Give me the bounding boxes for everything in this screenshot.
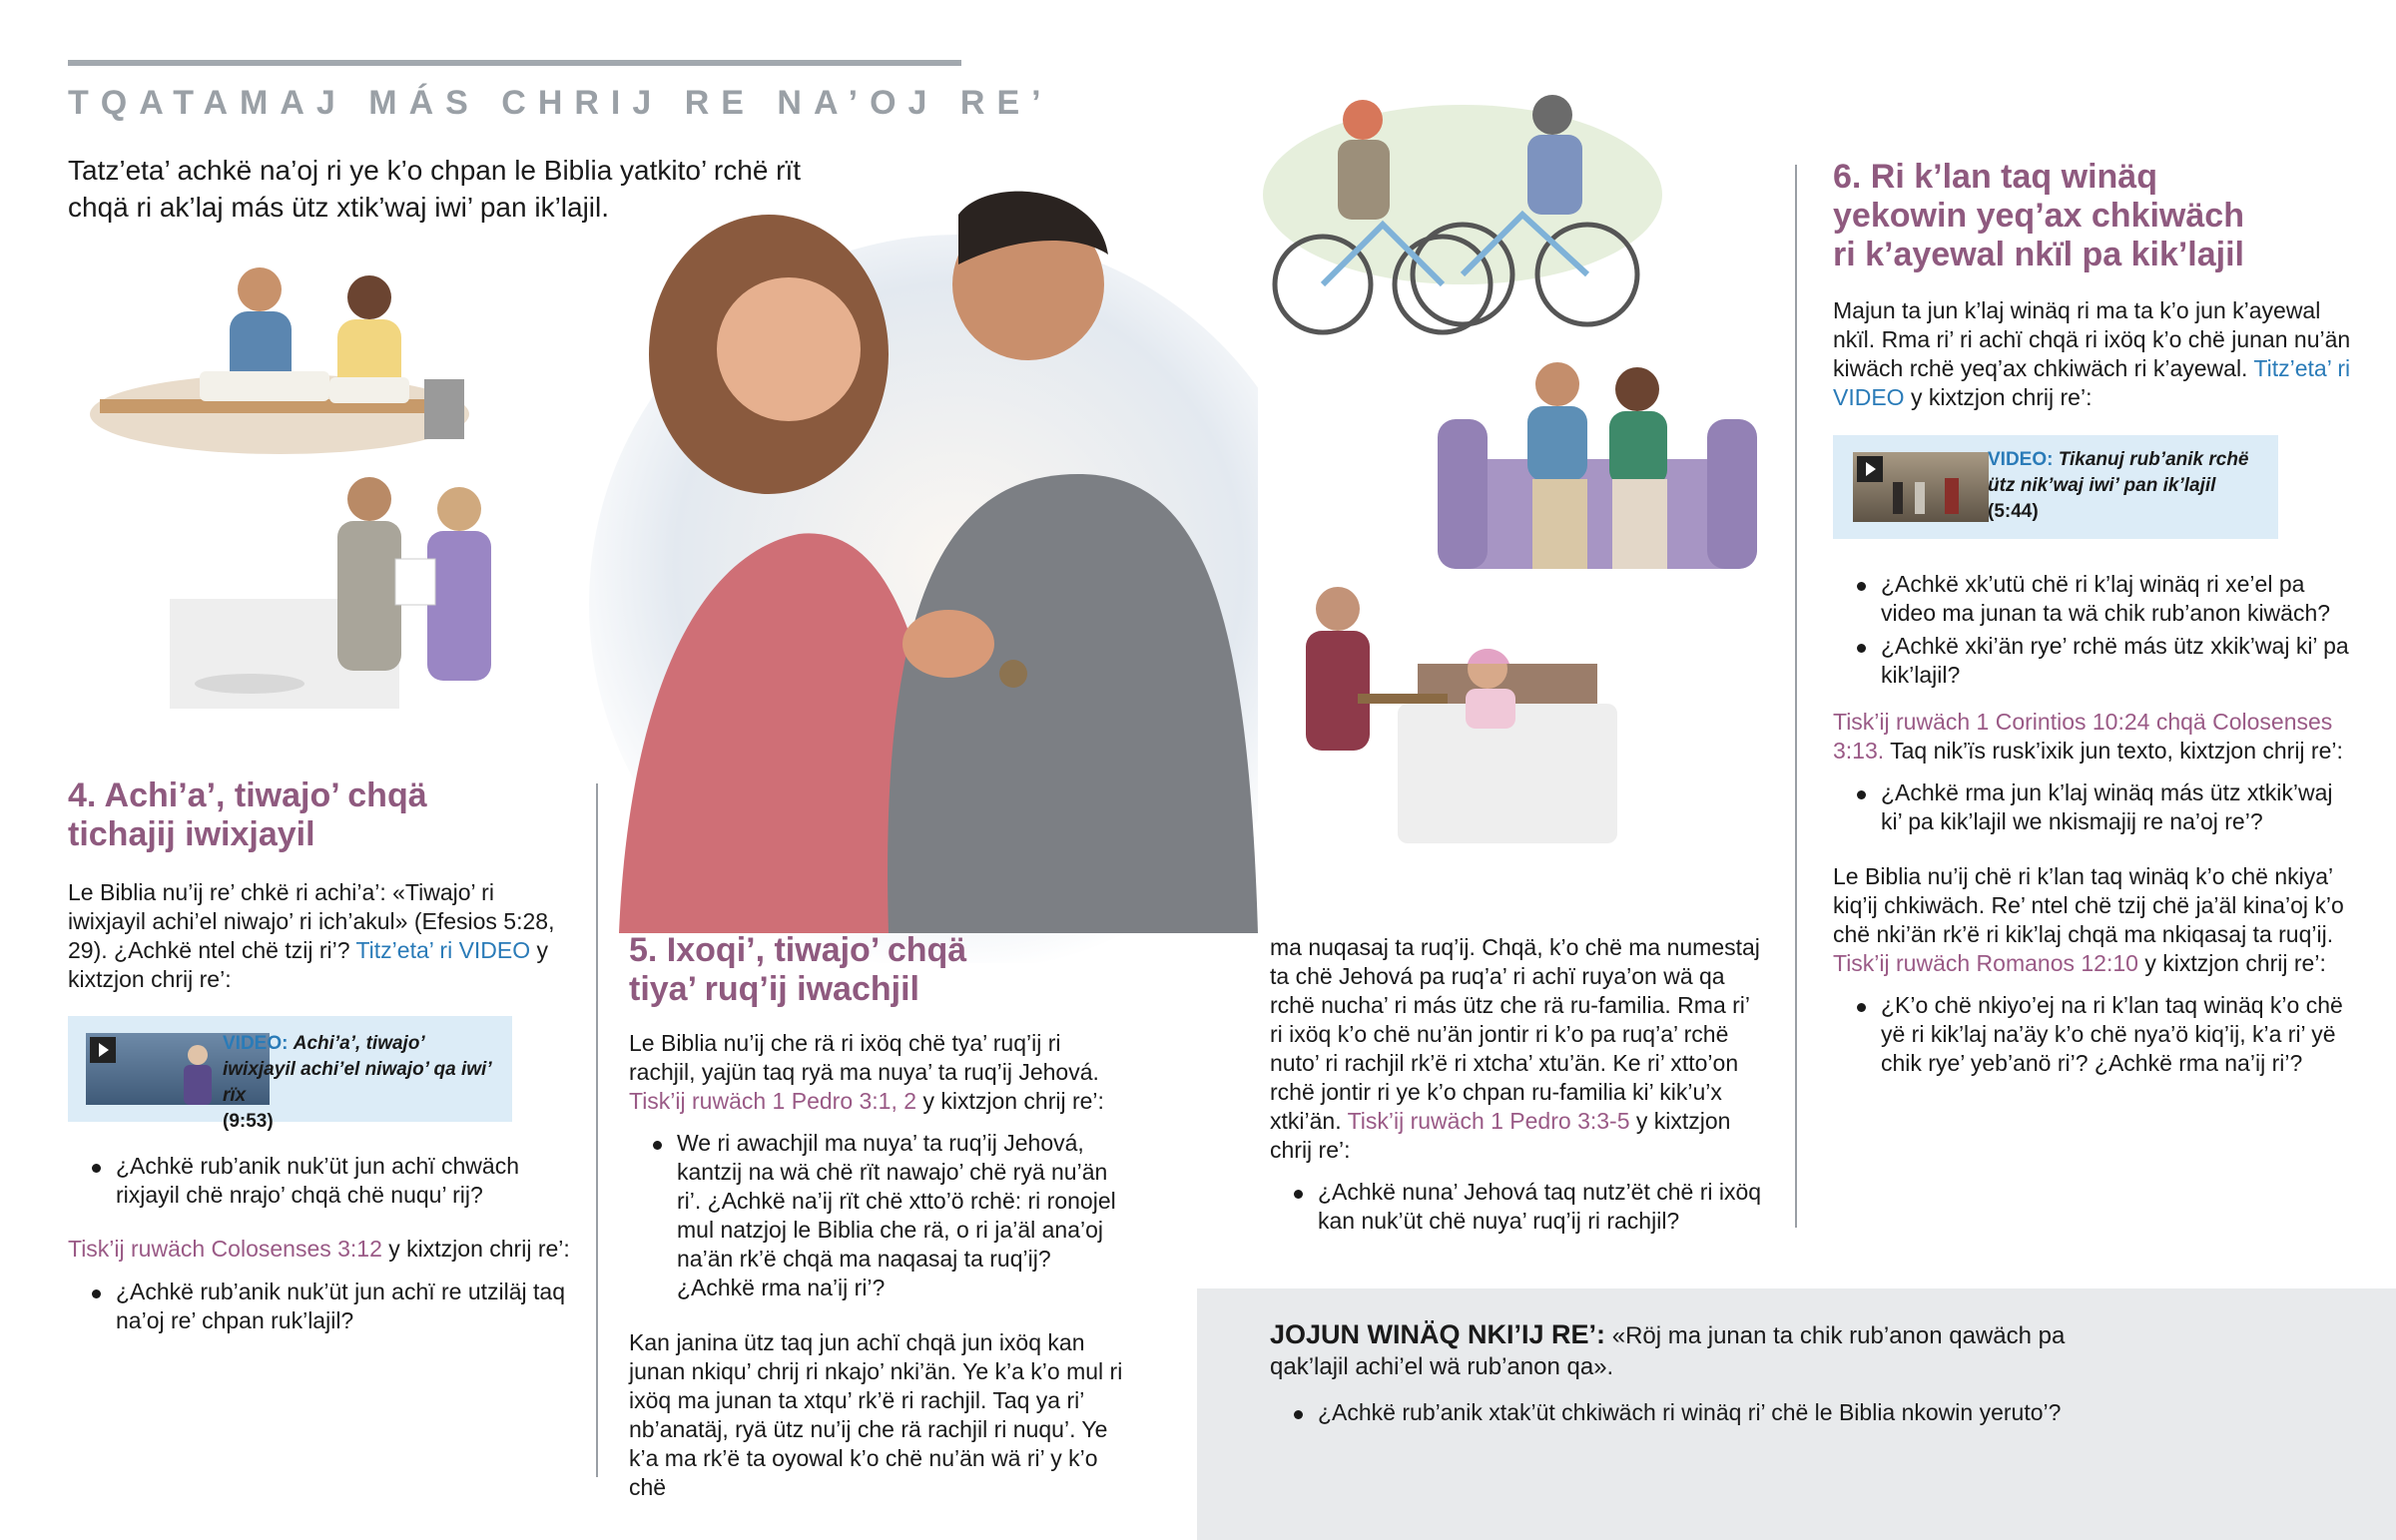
section-5-closing: Kan janina ütz taq jun achï chqä jun ixöq kan junan nkiqu’ chrij ri nkajo’ nki’än. Ye k’a k’o mul ri ixöq ma junan ta xtqu’ rk’ë ri rachjil. Taq ya ri’ nb’anatäj, ryä ütz nu’ij che rä rachjil ri nuqu’. Ye k’a ma rk’ë ta oyowal k’o chë nu’än wä ri’ y k’o chë [629,1329,1123,1500]
column-divider [596,783,598,1477]
question: We ri awachjil ma nuya’ ta ruq’ij Jehová, kantzij na wä chë rït nawajo’ chë ryä nu’än ri’. ¿Achkë na’ij rït chë xtto’ö rchë: ri ronojel mul natzjoj le Biblia che rä, o ri ja’äl ana’oj na’än rk’ë chqä ma naqasaj ta ruq’ij? ¿Achkë rma na’ij ri’? [629,1129,1128,1302]
section-5-body: Le Biblia nu’ij che rä ri ixöq chë tya’ ruq’ij ri rachjil, yajün taq ryä ma nuya’ ta ruq’ij Jehová. Tisk’ij ruwäch 1 Pedro 3:1, 2 y kixtzjon chrij re’: [629,1030,1104,1114]
illustration-couple-studying [80,250,479,459]
question: ¿Achkë rub’anik xtak’üt chkiwäch ri winäq ri’ chë le Biblia nkowin yeruto’? [1270,1398,2128,1427]
scripture-reference[interactable]: Tisk’ij ruwäch 1 Pedro 3:1, 2 [629,1088,917,1114]
section-6-body-2: Le Biblia nu’ij chë ri k’lan taq winäq k’o chë nkiya’ kiq’ij chkiwäch. Re’ ntel chë tzij chë ja’äl kina’oj k’o chë nki’än rk’ë ri kik’laj chqä ma nkiqasaj ta ruq’ij. Tisk’ij ruwäch Romanos 12:10 y kixtzjon chrij re’: [1833,863,2344,976]
question: ¿Achkë xki’än rye’ rchë más ütz xkik’waj ki’ pa kik’lajil? [1833,632,2352,690]
question: ¿Achkë rma jun k’laj winäq más ütz xtkik’waj ki’ pa kik’lajil we nkismajij re na’oj re’? [1833,778,2352,836]
summary-questions [1270,1398,2128,1427]
question: ¿K’o chë nkiyo’ej na ri k’lan taq winäq k’o chë yë ri kik’laj na’äy k’o chë nya’ö kiq’ij, k’a ri’ yë chik rye’ yeb’anö ri’? ¿Achkë rma na’ij ri’? [1833,991,2352,1078]
header-rule [68,60,961,66]
summary-content [1270,1319,2128,1427]
question: ¿Achkë xk’utü chë ri k’laj winäq ri xe’el pa video ma junan ta wä chik rub’anon kiwäch? [1833,570,2352,628]
video-thumbnail[interactable] [1853,452,1989,522]
summary-label: JOJUN WINÄQ NKI’IJ RE’: [1270,1319,1606,1349]
illustration-couple-kitchen [170,469,539,729]
question: ¿Achkë rub’anik nuk’üt jun achï chwäch rixjayil chë nrajo’ chqä chë nuqu’ rij? [68,1152,567,1210]
illustration-caring-for-wife [1278,574,1617,873]
video-title: VIDEO: Tikanuj rub’anik rchë ütz nik’waj iwi’ pan ik’lajil (5:44) [1988,449,2249,522]
video-card[interactable] [68,1016,512,1132]
scripture-reference[interactable]: Tisk’ij ruwäch 1 Corintios 10:24 chqä Colosenses 3:13. [1833,709,2333,764]
continued-text: ma nuqasaj ta ruq’ij. Chqä, k’o chë ma numestaj ta chë Jehová pa ruq’a’ ri achï ruya’on wä qa rchë nucha’ ri más ütz che rä ru-familia. Rma ri’ ri ixöq k’o chë nu’än jontir ri k’o pa ruq’a’ rchë nuto’ ri rachjil rk’ë ri xtcha’ xtu’än. Ke ri’ xtto’on rchë jontir ri ye k’o chpan ru-familia ki’ kik’u’x xtki’än. Tisk’ij ruwäch 1 Pedro 3:3-5 y kixtzjon chrij re’: [1270,934,1760,1163]
intro-text: Tatz’eta’ achkë na’oj ri ye k’o chpan le Biblia yatkito’ rchë rït chqä ri ak’laj más ütz xtik’waj iwi’ pan ik’lajil. [68,155,802,223]
video-card[interactable] [1833,435,2278,539]
question: ¿Achkë rub’anik nuk’üt jun achï re utziläj taq na’oj re’ chpan ruk’lajil? [68,1278,567,1335]
video-link[interactable]: Titz’eta’ ri VIDEO [1833,355,2351,410]
section-6-continued [1833,570,2352,1078]
summary-quote: JOJUN WINÄQ NKI’IJ RE’: «Röj ma junan ta chik rub’anon qawäch pa qak’lajil achi’el wä rub’anon qa». [1270,1319,2066,1380]
section-6 [1833,158,2352,412]
column-divider [1795,165,1797,1228]
video-link[interactable]: Titz’eta’ ri VIDEO [355,937,531,963]
section-4 [68,776,567,994]
section-4-questions [68,1152,567,1210]
scripture-reference[interactable]: Tisk’ij ruwäch Romanos 12:10 [1833,950,2138,976]
illustration-couple-cycling [1253,85,1672,349]
column-3-continued [1270,933,1766,1236]
question: ¿Achkë nuna’ Jehová taq nutz’ët chë ri ixöq kan nuk’üt chë nuya’ ruq’ij ri rachjil? [1270,1178,1766,1236]
section-6-body: Majun ta jun k’laj winäq ri ma ta k’o jun k’ayewal nkïl. Rma ri’ ri achï chqä ri ixöq k’o chë junan nu’än kiwäch rchë yeq’ax chkiwäch ri k’ayewal. Titz’eta’ ri VIDEO y kixtzjon chrij re’: [1833,297,2351,410]
section-6-questions [1833,570,2352,690]
section-5 [629,931,1128,1502]
scripture-reference[interactable]: Tisk’ij ruwäch Colosenses 3:12 [68,1236,382,1262]
section-4-questions [68,1278,567,1335]
scripture-prompt: Tisk’ij ruwäch Colosenses 3:12 y kixtzjon chrij re’: [68,1236,570,1262]
column-3-questions [1270,1178,1766,1236]
section-5-questions [629,1129,1128,1302]
section-6-questions [1833,991,2352,1078]
section-5-heading: 5. Ixoqi’, tiwajo’ chqä tiya’ ruq’ij iwachjil [629,931,967,1008]
page-kicker: TQATAMAJ MÁS CHRIJ RE NA’OJ RE’ [68,84,1053,122]
illustration-central-couple [559,175,1258,963]
scripture-reference[interactable]: Tisk’ij ruwäch 1 Pedro 3:3-5 [1347,1108,1630,1134]
scripture-prompt: Tisk’ij ruwäch 1 Corintios 10:24 chqä Colosenses 3:13. Taq nik’ïs rusk’ixik jun texto, kixtzjon chrij re’: [1833,709,2343,764]
section-6-questions [1833,778,2352,836]
section-6-heading: 6. Ri k’lan taq winäq yekowin yeq’ax chkiwäch ri k’ayewal nkïl pa kik’lajil [1833,158,2245,273]
section-4-heading: 4. Achi’a’, tiwajo’ chqä tichajij iwixjayil [68,776,427,853]
illustration-couple-sofa [1438,359,1757,599]
section-4-body: Le Biblia nu’ij re’ chkë ri achi’a’: «Tiwajo’ ri iwixjayil achi’el niwajo’ ri ich’akul» (Efesios 5:28, 29). ¿Achkë ntel chë tzij ri’? Titz’eta’ ri VIDEO y kixtzjon chrij re’: [68,879,555,992]
video-title: VIDEO: Achi’a’, tiwajo’ iwixjayil achi’el niwajo’ qa iwi’ rïx (9:53) [223,1033,491,1132]
